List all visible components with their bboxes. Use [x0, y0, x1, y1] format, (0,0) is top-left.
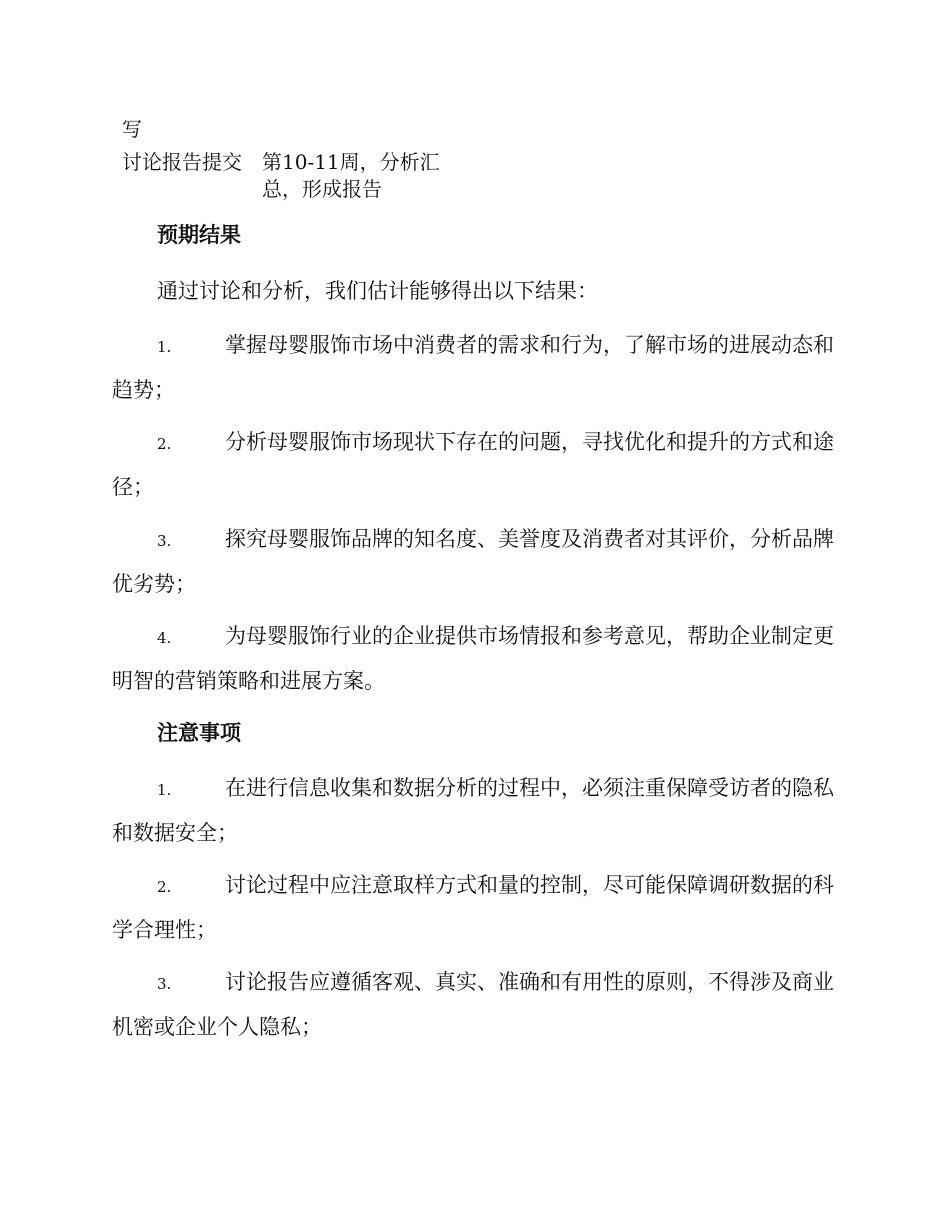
table-row: [122, 116, 482, 143]
list-item-text: 分析母婴服饰市场现状下存在的问题，寻找优化和提升的方式和途径；: [112, 430, 834, 499]
list-item: [112, 864, 834, 952]
list-item-number: 4.: [157, 629, 172, 647]
list-item: [112, 518, 834, 606]
schedule-table: [122, 116, 482, 203]
list-item: [112, 767, 834, 855]
list-item-text: 探究母婴服饰品牌的知名度、美誉度及消费者对其评价，分析品牌优劣势；: [112, 527, 834, 596]
list-item-number: 2.: [157, 435, 172, 453]
list-item: [112, 324, 834, 412]
list-item: [112, 961, 834, 1049]
table-cell-time: [262, 116, 462, 143]
list-item-text: 在进行信息收集和数据分析的过程中，必须注重保障受访者的隐私和数据安全；: [112, 776, 834, 845]
list-item-number: 2.: [157, 878, 172, 896]
list-item-text: 讨论过程中应注意取样方式和量的控制，尽可能保障调研数据的科学合理性；: [112, 873, 834, 942]
list-item: [112, 615, 834, 703]
list-item: [112, 421, 834, 509]
table-cell-stage: 写: [122, 117, 142, 141]
expected-results-intro: 通过讨论和分析，我们估计能够得出以下结果：: [157, 279, 598, 303]
list-item-number: 3.: [157, 975, 172, 993]
notes-heading: 注意事项: [157, 720, 241, 745]
table-cell-time: 第10-11周，分析汇总，形成报告: [262, 150, 440, 201]
list-item-text: 掌握母婴服饰市场中消费者的需求和行为，了解市场的进展动态和趋势；: [112, 333, 834, 402]
list-item-text: 为母婴服饰行业的企业提供市场情报和参考意见，帮助企业制定更明智的营销策略和进展方案。: [112, 624, 834, 693]
list-item-number: 1.: [157, 338, 172, 356]
table-cell-stage: 讨论报告提交: [122, 150, 242, 174]
list-item-text: 讨论报告应遵循客观、真实、准确和有用性的原则，不得涉及商业机密或企业个人隐私；: [112, 970, 834, 1039]
list-item-number: 1.: [157, 781, 172, 799]
expected-results-heading: 预期结果: [157, 222, 241, 247]
table-row: [122, 149, 482, 203]
list-item-number: 3.: [157, 532, 172, 550]
